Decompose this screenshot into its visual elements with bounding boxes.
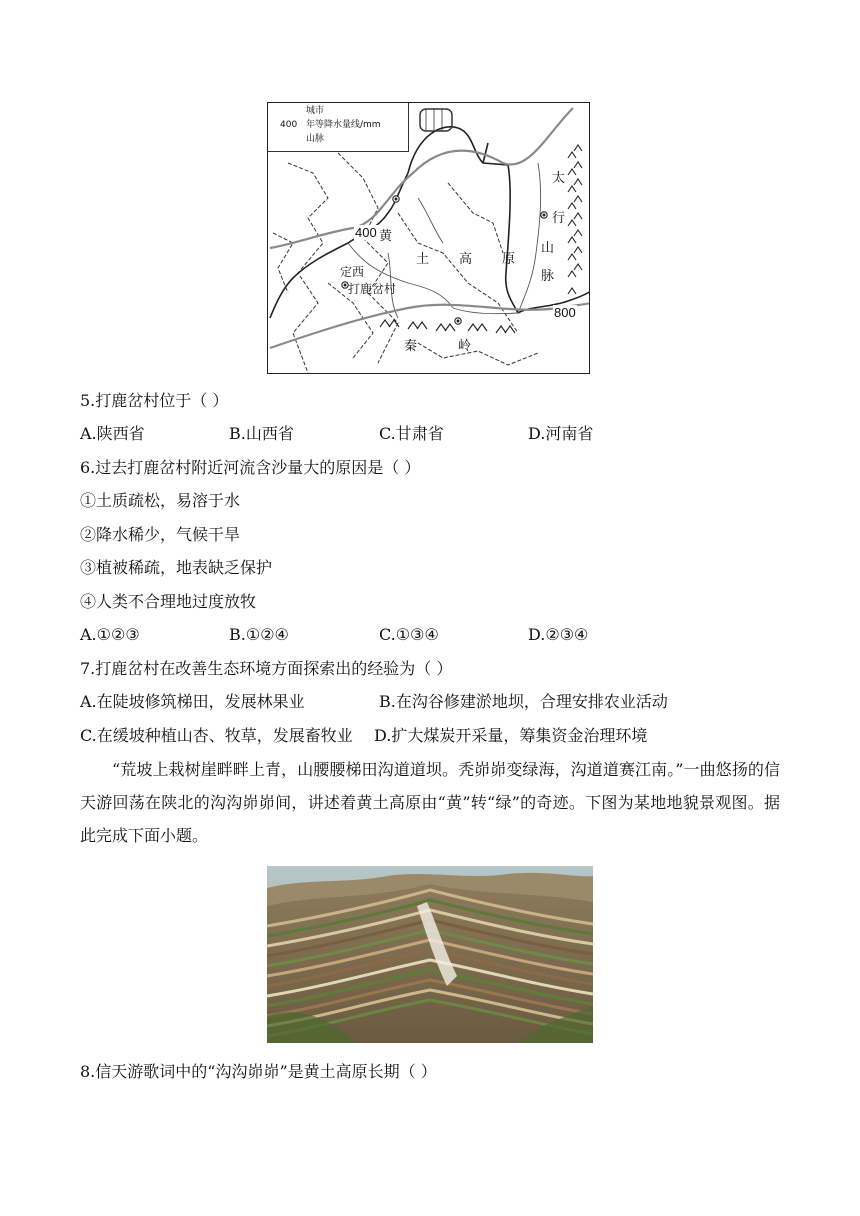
label-dingxi: 定西 [340,265,365,279]
label-yuan: 原 [502,252,516,267]
label-tu: 土 [416,252,430,267]
label-qin: 秦 [404,339,418,354]
q5-option-b: B.山西省 [229,424,294,443]
label-dalucha: 打鹿岔村 [348,282,397,296]
q6-option-a: A.①②③ [80,625,140,644]
q5-stem: 5.打鹿岔村位于（ ） [80,391,229,410]
q5-option-c: C.甘肃省 [379,424,444,443]
loess-plateau-map [267,102,590,374]
q6-item-4: ④人类不合理地过度放牧 [80,592,257,611]
q6-stem: 6.过去打鹿岔村附近河流含沙量大的原因是（ ） [80,458,421,477]
q7-stem: 7.打鹿岔村在改善生态环境方面探索出的经验为（ ） [80,659,453,678]
legend-isohyet-sample: 400 [280,120,298,130]
q6-item-3: ③植被稀疏，地表缺乏保护 [80,558,273,577]
terraced-fields-image [267,866,593,1043]
q6-option-c: C.①③④ [379,625,439,644]
label-ling: 岭 [458,339,472,354]
q7-option-d: D.扩大煤炭开采量，筹集资金治理环境 [374,726,648,745]
map-legend [268,103,409,152]
q6-item-2: ②降水稀少，气候干旱 [80,525,241,544]
label-hang: 行 [552,211,566,226]
label-shan: 山 [541,241,555,256]
terraced-fields-photo [267,866,593,1043]
passage-text: “荒坡上栽树崖畔畔上青，山腰腰梯田沟道道坝。秃峁峁变绿海，沟道道赛江南。”一曲悠扬的信天游回荡在陕北的沟沟峁峁间，讲述着黄土高原由“黄”转“绿”的奇迹。下图为某地地貌景观图。据此完成下面小题。 [80,760,780,845]
legend-city: 城市 [306,106,325,116]
label-gao: 高 [459,252,473,267]
q7-option-c: C.在缓坡种植山杏、牧草，发展畜牧业 [80,726,353,745]
q6-item-1: ①土质疏松，易溶于水 [80,491,241,510]
q5-option-a: A.陕西省 [80,424,145,443]
passage-paragraph [80,753,780,852]
label-mai: 脉 [541,269,555,284]
label-huang: 黄 [379,229,393,244]
q8-stem: 8.信天游歌词中的“沟沟峁峁”是黄土高原长期（ ） [80,1062,437,1081]
q6-option-b: B.①②④ [229,625,289,644]
label-isohyet-800: 800 [554,305,576,320]
label-isohyet-400: 400 [355,225,377,240]
q6-option-d: D.②③④ [528,625,589,644]
q5-option-d: D.河南省 [528,424,594,443]
legend-isohyet: 年等降水量线/mm [306,120,381,130]
label-tai: 太 [552,171,566,186]
q7-option-b: B.在沟谷修建淤地坝，合理安排农业活动 [379,692,668,711]
q7-option-a: A.在陡坡修筑梯田，发展林果业 [80,692,305,711]
legend-mountain: 山脉 [306,134,325,144]
